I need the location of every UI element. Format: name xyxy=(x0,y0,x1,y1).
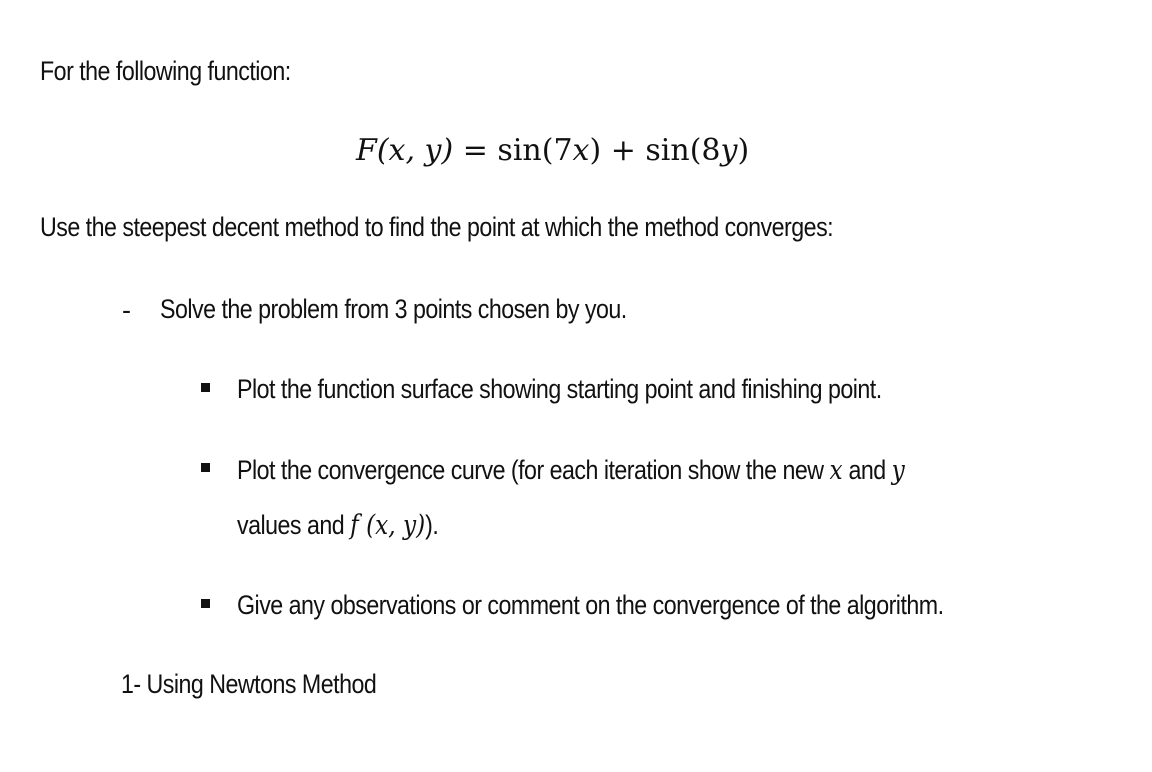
equation-term1-close: ) xyxy=(589,133,602,168)
equation-plus: + xyxy=(610,133,636,168)
function-equation xyxy=(356,133,749,168)
intro-text: For the following function: xyxy=(40,56,291,86)
equation-equals: = xyxy=(462,133,488,168)
equation-term2-fn: sin xyxy=(645,133,690,168)
function-f-xy: f (x, y) xyxy=(350,510,426,541)
bullet-icon xyxy=(201,383,210,392)
bullet-item-2-line-1 xyxy=(237,455,905,486)
close-paren: ). xyxy=(425,510,439,540)
bullet-icon xyxy=(201,463,210,472)
equation-term2-arg: (8 xyxy=(689,133,721,168)
var-x: x xyxy=(829,455,843,486)
and-word: and xyxy=(848,455,886,485)
var-y: y xyxy=(891,455,905,486)
equation-lhs-args: (x, y) xyxy=(376,133,454,168)
equation-term2-var: y xyxy=(720,133,738,168)
bullet-item-3: Give any observations or comment on the convergence of the algorithm. xyxy=(237,590,944,620)
dash-marker: - xyxy=(122,295,131,325)
numbered-item: 1- Using Newtons Method xyxy=(121,669,377,699)
bullet-item-2-line-2 xyxy=(237,510,438,541)
equation-term2-close: ) xyxy=(737,133,750,168)
equation-term1-fn: sin xyxy=(497,133,542,168)
equation-lhs-fn: F xyxy=(356,133,377,168)
equation-term1-var: x xyxy=(572,133,590,168)
equation-term1-arg: (7 xyxy=(541,133,573,168)
task-text: Use the steepest decent method to find the point at which the method converges: xyxy=(40,212,834,242)
bullet-item-1: Plot the function surface showing starting point and finishing point. xyxy=(237,374,882,404)
bullet-icon xyxy=(201,599,210,608)
dash-item-text: Solve the problem from 3 points chosen by you. xyxy=(160,294,627,324)
values-and-text: values and xyxy=(237,510,345,540)
bullet-item-2-text: Plot the convergence curve (for each iteration show the new xyxy=(237,455,824,485)
